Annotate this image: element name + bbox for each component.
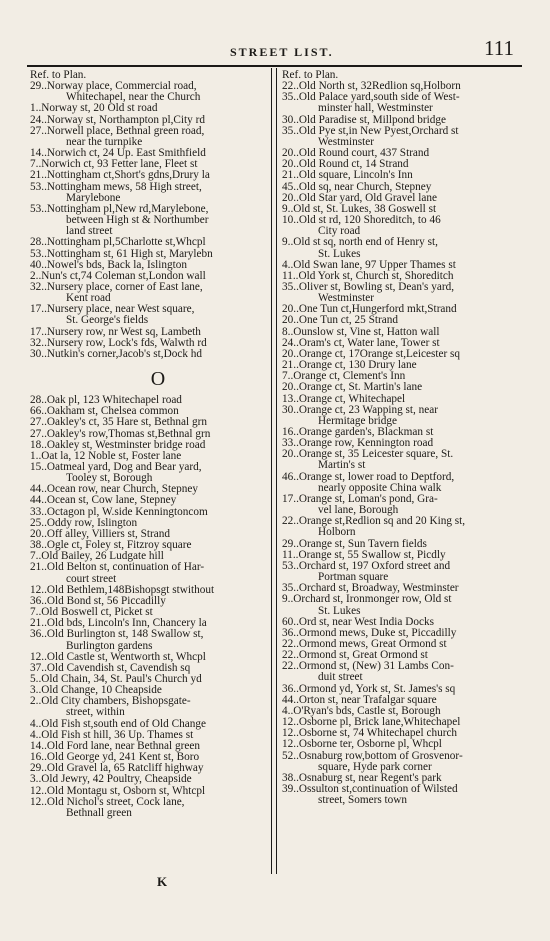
street-entry-line: 15..Oatmeal yard, Dog and Bear yard, [30,462,202,473]
street-entry-line: 53..Nottingham st, 61 High st, Marylebn [30,248,213,260]
street-entry-line: 11..Old York st, Church st, Shoreditch [282,270,454,282]
street-entry-line: 52..Osnaburg row,bottom of Grosvenor- [282,750,463,762]
street-entry-line: Kent road [66,293,111,305]
street-entry-line: 53..Nottingham mews, 58 High street, [30,181,202,193]
street-entry-line: 30..Nutkin's corner,Jacob's st,Dock hd [30,348,203,360]
street-entry-line: 14..Old Ford lane, near Bethnal green [30,740,200,752]
street-entry-line: Westminster [318,293,374,305]
street-entry-line: 20..Orange st, 35 Leicester square, St. [282,449,454,461]
street-entry-line: 2..Nun's ct,74 Coleman st,London wall [30,270,206,282]
page-header [0,38,550,68]
street-entry-line: minster hall, Westminster [318,103,433,115]
street-entry-line: between High st & Northumber [66,215,209,227]
street-entry-line: 3..Old Change, 10 Cheapside [30,685,162,697]
street-entry-line: 7..Norwich ct, 93 Fetter lane, Fleet st [30,159,198,171]
street-entry-line: 25..Oddy row, Islington [30,517,138,529]
street-entry-line: Hermitage bridge [318,415,398,427]
street-entry-line: 21..Orange ct, 130 Drury lane [282,360,417,372]
ref-to-plan-label: Ref. to Plan. [282,69,339,81]
street-entry-line: 28..Oak pl, 123 Whitechapel road [30,395,182,407]
street-entry-line: 22..Ormond st, Great Ormond st [282,650,428,662]
street-entry-line: 12..Osborne st, 74 Whitechapel church [282,728,458,740]
street-entry-line: court street [66,573,117,585]
street-entry-line: 8..Ounslow st, Vine st, Hatton wall [282,326,440,338]
left-entries-o [30,395,272,819]
street-entry-line: 38..Ogle ct, Foley st, Fitzroy square [30,540,192,552]
right-column [282,70,524,806]
left-column [30,70,272,819]
street-entry-line: Westminster [318,136,374,148]
street-entry-line: 16..Old George yd, 241 Kent st, Boro [30,752,200,764]
street-entry-line: 36..Old Bond st, 56 Piccadilly [30,595,166,607]
street-entry-line: 21..Old bds, Lincoln's Inn, Chancery la [30,618,207,630]
street-entry-line: 27..Norwell place, Bethnal green road, [30,125,205,137]
street-entry-line: 45..Old sq, near Church, Stepney [282,181,432,193]
street-entry-line: 33..Orange row, Kennington road [282,438,434,450]
street-entry-line: 12..Old Castle st, Wentworth st, Whcpl [30,651,206,663]
street-entry-line: 24..Oram's ct, Water lane, Tower st [282,337,440,349]
street-entry-line: 14..Norwich ct, 24 Up. East Smithfield [30,148,206,160]
street-entry-line: 53..Orchard st, 197 Oxford street and [282,560,451,572]
street-entry-line: 37..Old Cavendish st, Cavendish sq [30,662,191,674]
header-rule [27,65,522,67]
street-entry-line: 36..Ormond yd, York st, St. James's sq [282,683,456,695]
street-entry-line: 20..Old Round ct, 14 Strand [282,159,409,171]
street-entry-line: 32..Nursery place, corner of East lane, [30,281,203,293]
street-entry-line: 22..Orange st,Redlion sq and 20 King st, [282,516,466,528]
street-entry-line: vel lane, Borough [318,505,399,517]
street-entry-line: 30..Old Paradise st, Millpond bridge [282,114,447,126]
street-entry-line: 29..Orange st, Sun Tavern fields [282,538,427,550]
street-entry-line: 10..Old st rd, 120 Shoreditch, to 46 [282,215,441,227]
street-entry-line: 35..Oliver st, Bowling st, Dean's yard, [282,281,455,293]
street-entry-line: 22..Ormond st, (New) 31 Lambs Con- [282,661,454,673]
street-entry-line: 17..Orange st, Loman's pond, Gra- [282,493,438,505]
street-entry-line: duit street [318,672,363,684]
street-entry-line: 20..One Tun ct,Hungerford mkt,Strand [282,304,457,316]
street-entry-line: 1..Oat la, 12 Noble st, Foster lane [30,450,182,462]
street-entry-line: 7..Old Boswell ct, Picket st [30,607,153,619]
street-entry-line: 27..Oakley's row,Thomas st,Bethnal grn [30,428,211,440]
street-entry-line: 33..Octagon pl, W.side Kenningtoncom [30,506,208,518]
street-entry-line: Portman square [318,572,389,584]
street-entry-line: Whitechapel, near the Church [66,92,201,104]
street-entry-line: 16..Orange garden's, Blackman st [282,427,434,438]
page-number: 111 [484,36,514,60]
street-entry-line: 5..Old Chain, 34, St. Paul's Church yd [30,673,202,685]
street-entry-line: 29..Norway place, Commercial road, [30,81,197,93]
street-entry-line: near the turnpike [66,136,143,148]
street-entry-line: 36..Ormond mews, Duke st, Piccadilly [282,627,457,639]
street-entry-line: 53..Nottingham pl,New rd,Marylebone, [30,203,209,215]
street-entry-line: 35..Old Palace yard,south side of West- [282,92,460,104]
street-entry-line: Bethnall green [66,807,132,819]
street-entry-line: 7..Orange ct, Clement's Inn [282,371,406,383]
street-entry-line: 20..Old Round court, 437 Strand [282,148,430,160]
street-entry-line: St. Lukes [318,248,361,260]
street-entry-line: 4..Old Fish st,south end of Old Change [30,718,206,730]
street-entry-line: St. George's fields [66,315,149,327]
street-entry-line: City road [318,226,361,238]
street-entry-line: 17..Nursery place, near West square, [30,304,195,316]
street-entry-line: 21..Old square, Lincoln's Inn [282,170,413,182]
street-entry-line: 30..Orange ct, 23 Wapping st, near [282,404,439,416]
street-entry-line: street, Somers town [318,795,408,807]
street-entry-line: 22..Ormond mews, Great Ormond st [282,638,447,650]
street-entry-line: Tooley st, Borough [66,473,153,485]
street-entry-line: 38..Osnaburg st, near Regent's park [282,772,442,784]
street-entry-line: 4..Old Swan lane, 97 Upper Thames st [282,259,456,271]
street-entry-line: Martin's st [318,460,366,472]
street-entry-line: 24..Norway st, Northampton pl,City rd [30,114,205,126]
street-entry-line: Marylebone [66,192,121,204]
street-entry-line: 39..Ossulton st,continuation of Wilsted [282,784,458,795]
street-entry-line: 12..Old Nichol's street, Cock lane, [30,796,185,808]
street-entry-line: 44..Ocean row, near Church, Stepney [30,484,198,496]
street-entry-line: 12..Old Bethlem,148Bishopsgt stwithout [30,584,215,596]
street-entry-line: 36..Old Burlington st, 148 Swallow st, [30,629,204,641]
street-entry-line: 20..Orange ct, St. Martin's lane [282,382,423,394]
street-entry-line: 7..Old Bailey, 26 Ludgate hill [30,551,164,563]
street-entry-line: 20..One Tun ct, 25 Strand [282,315,398,327]
street-entry-line: 20..Old Star yard, Old Gravel lane [282,192,437,204]
ref-to-plan-label: Ref. to Plan. [30,69,87,81]
street-entry-line: 4..Old Fish st hill, 36 Up. Thames st [30,729,194,741]
street-entry-line: land street [66,226,113,238]
section-letter-o: O [150,368,166,391]
street-entry-line: 3..Old Jewry, 42 Poultry, Cheapside [30,774,192,786]
street-entry-line: 9..Orchard st, Ironmonger row, Old st [282,594,452,606]
street-entry-line: nearly opposite China walk [318,482,442,494]
street-entry-line: 35..Old Pye st,in New Pyest,Orchard st [282,125,459,137]
street-entry-line: 9..Old st, St. Lukes, 38 Goswell st [282,203,437,215]
street-entry-line: 28..Nottingham pl,5Charlotte st,Whcpl [30,237,206,249]
street-entry-line: 44..Ocean st, Cow lane, Stepney [30,495,177,507]
running-title: STREET LIST. [230,45,334,59]
street-entry-line: 20..Orange ct, 17Orange st,Leicester sq [282,348,461,360]
street-entry-line: 18..Oakley st, Westminster bridge road [30,439,206,451]
street-entry-line: 9..Old st sq, north end of Henry st, [282,237,438,249]
street-entry-line: 12..Osborne pl, Brick lane,Whitechapel [282,717,461,729]
street-entry-line: 12..Osborne ter, Osborne pl, Whcpl [282,739,442,751]
street-entry-line: 32..Nursery row, Lock's fds, Walwth rd [30,337,207,349]
street-entry-line: Holborn [318,527,356,539]
street-entry-line: street, within [66,707,125,719]
street-entry-line: 21..Nottingham ct,Short's gdns,Drury la [30,170,210,182]
street-entry-line: 44..Orton st, near Trafalgar square [282,694,437,706]
street-entry-line: 27..Oakley's ct, 35 Hare st, Bethnal grn [30,417,207,429]
street-entry-line: 29..Old Gravel la, 65 Ratcliff highway [30,763,204,775]
street-entry-line: 40..Nowel's bds, Back la, Islington [30,259,188,271]
street-entry-line: Burlington gardens [66,640,153,652]
street-entry-line: 2..Old City chambers, Bishopsgate- [30,696,191,708]
street-entry-line: St. Lukes [318,605,361,617]
signature-letter: K [157,874,168,889]
left-entries-n [30,81,272,360]
street-entry-line: 20..Off alley, Villiers st, Strand [30,528,171,540]
right-entries [282,81,524,806]
street-entry-line: 12..Old Montagu st, Osborn st, Whtcpl [30,785,206,797]
street-entry-line: 22..Old North st, 32Redlion sq,Holborn [282,81,461,93]
street-entry-line: 35..Orchard st, Broadway, Westminster [282,583,459,595]
street-entry-line: 21..Old Belton st, continuation of Har- [30,562,205,574]
street-entry-line: 46..Orange st, lower road to Deptford, [282,471,455,483]
street-entry-line: 17..Nursery row, nr West sq, Lambeth [30,326,201,338]
street-entry-line: square, Hyde park corner [318,761,432,773]
street-entry-line: 60..Ord st, near West India Docks [282,616,434,628]
street-entry-line: 13..Orange ct, Whitechapel [282,393,406,405]
street-entry-line: 66..Oakham st, Chelsea common [30,406,179,418]
street-entry-line: 1..Norway st, 20 Old st road [30,103,158,115]
street-entry-line: 11..Orange st, 55 Swallow st, Picdly [282,549,446,561]
street-entry-line: 4..O'Ryan's bds, Castle st, Borough [282,705,441,717]
column-divider [271,68,277,874]
